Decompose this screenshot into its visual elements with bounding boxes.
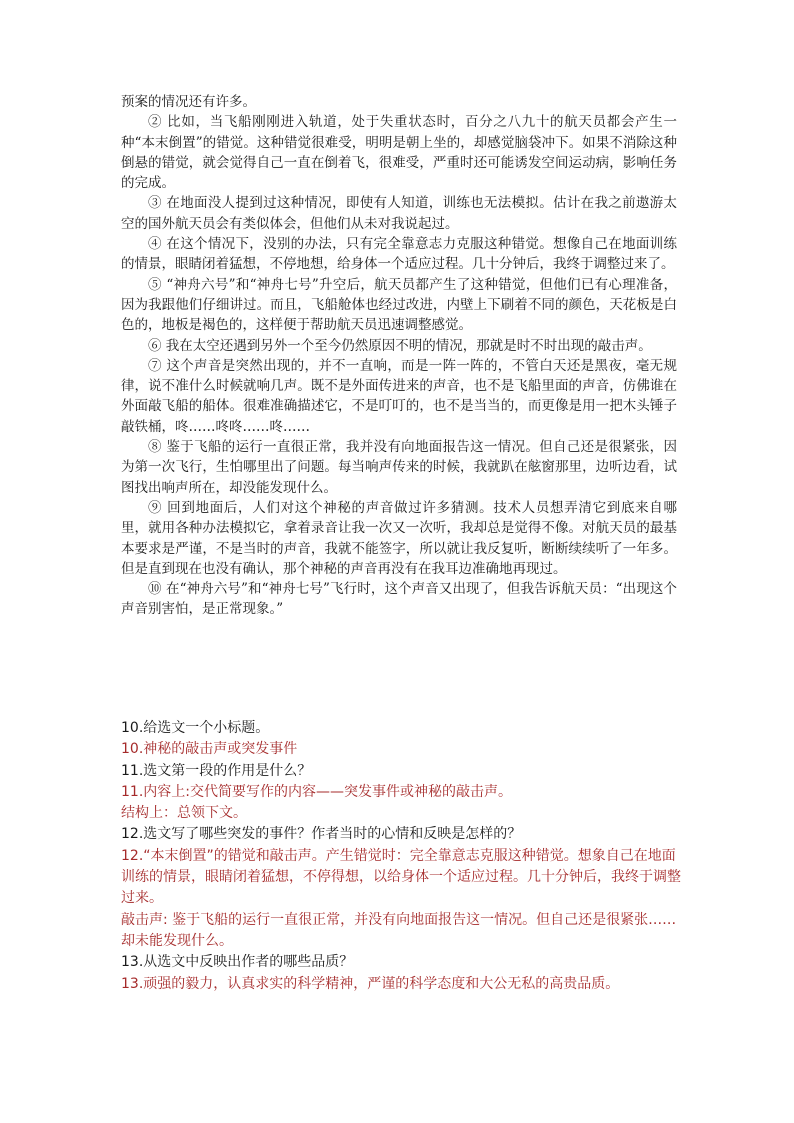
passage-paragraph-6: ⑥ 我在太空还遇到另外一个至今仍然原因不明的情况，那就是时不时出现的敲击声。 — [148, 337, 652, 354]
answer-12-illusion: 12.“本末倒置”的错觉和敲击声。产生错觉时：完全靠意志克服这种错觉。想象自己在地面训练的情景，眼睛闭着猛想，不停得想，以给身体一个适应过程。几十分钟后，我终于调整过来。 — [121, 847, 681, 907]
passage-paragraph-10: ⑩ 在“神舟六号”和“神舟七号”飞行时，这个声音又出现了，但我告诉航天员：“出现这个声音别害怕，是正常现象。” — [121, 581, 677, 618]
passage-paragraph-2: ② 比如，当飞船刚刚进入轨道，处于失重状态时，百分之八九十的航天员都会产生一种“本末倒置”的错觉。这种错觉很难受，明明是朝上坐的，却感觉脑袋冲下。如果不消除这种倒悬的错觉，就会觉得自己一直在倒着飞，很难受，严重时还可能诱发空间运动病，影响任务的完成。 — [121, 114, 677, 192]
question-13: 13.从选文中反映出作者的哪些品质？ — [121, 954, 354, 971]
question-12: 12.选文写了哪些突发的事件？作者当时的心情和反映是怎样的？ — [121, 826, 522, 843]
answer-12-knocking: 敲击声: 鉴于飞船的运行一直很正常，并没有向地面报告这一情况。但自己还是很紧张……却未能发现什么。 — [121, 911, 677, 949]
passage-paragraph-5: ⑤ “神舟六号”和“神舟七号”升空后，航天员都产生了这种错觉，但他们已有心理准备，因为我跟他们仔细讲过。而且，飞船舱体也经过改进，内壁上下刷着不同的颜色，天花板是白色的，地板是褐色的，这样便于帮助航天员迅速调整感觉。 — [121, 276, 677, 334]
reading-passage — [121, 92, 677, 620]
passage-paragraph-8: ⑧ 鉴于飞船的运行一直很正常，我并没有向地面报告这一情况。但自己还是很紧张，因为第一次飞行，生怕哪里出了问题。每当响声传来的时候，我就趴在舷窗那里，边听边看，试图找出响声所在，却没能发现什么。 — [121, 439, 677, 496]
passage-paragraph-9: ⑨ 回到地面后，人们对这个神秘的声音做过许多猜测。技术人员想弄清它到底来自哪里，就用各种办法模拟它，拿着录音让我一次又一次听，我却总是觉得不像。对航天员的最基本要求是严谨，不是当时的声音，我就不能签字，所以就让我反复听，断断续续听了一年多。但是直到现在也没有确认，那个神秘的声音再没有在我耳边准确地再现过。 — [121, 499, 677, 577]
passage-intro: 预案的情况还有许多。 — [121, 94, 256, 110]
answer-11-content: 11.内容上:交代简要写作的内容——突发事件或神秘的敲击声。 — [121, 783, 512, 800]
question-10: 10.给选文一个小标题。 — [121, 720, 270, 736]
question-11: 11.选文第一段的作用是什么？ — [121, 762, 312, 779]
answer-10: 10.神秘的敲击声或突发事件 — [121, 741, 298, 758]
passage-paragraph-4: ④ 在这个情况下，没别的办法，只有完全靠意志力克服这种错觉。想像自己在地面训练的情景，眼睛闭着猛想，不停地想，给身体一个适应过程。几十分钟后，我终于调整过来了。 — [121, 236, 677, 273]
questions-and-answers — [121, 718, 681, 995]
answer-13: 13.顽强的毅力，认真求实的科学精神，严谨的科学态度和大公无私的高贵品质。 — [121, 975, 620, 992]
passage-paragraph-3: ③ 在地面没人提到过这种情况，即使有人知道，训练也无法模拟。估计在我之前遨游太空的国外航天员会有类似体会，但他们从未对我说起过。 — [121, 195, 677, 232]
answer-11-structure: 结构上：总领下文。 — [121, 805, 247, 822]
passage-paragraph-7: ⑦ 这个声音是突然出现的，并不一直响，而是一阵一阵的，不管白天还是黑夜，毫无规律，说不准什么时候就响几声。既不是外面传进来的声音，也不是飞船里面的声音，仿佛谁在外面敲飞船的船体。很难准确描述它，不是叮叮的，也不是当当的，而更像是用一把木头锤子敲铁桶，咚……咚咚……咚…… — [121, 357, 677, 435]
